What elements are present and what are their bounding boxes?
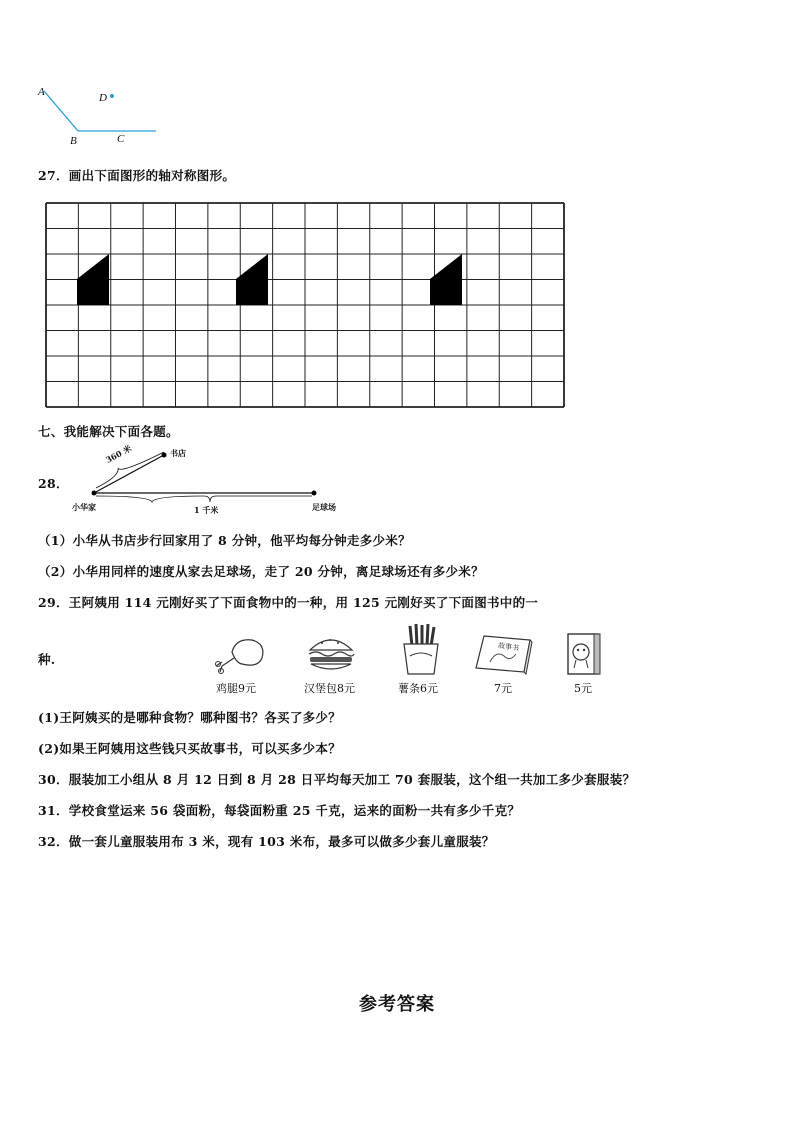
shape-1	[77, 254, 109, 305]
label-b: B	[70, 135, 77, 147]
drumstick-caption: 鸡腿9元	[216, 682, 256, 695]
symmetry-grid[interactable]	[46, 203, 564, 407]
answers-title: 参考答案	[359, 994, 435, 1015]
label-a: A	[38, 86, 45, 98]
storybook-caption: 7元	[494, 682, 512, 695]
question-30: 30．服装加工小组从 8 月 12 日到 8 月 28 日平均每天加工 70 套服装，这个组一共加工多少套服装？	[38, 772, 636, 787]
distance-field: 1 千米	[194, 505, 219, 515]
question-29-line1: 29．王阿姨用 114 元刚好买了下面食物中的一种，用 125 元刚好买了下面图书中的一	[38, 595, 539, 610]
ray-ba	[44, 91, 78, 131]
question-28-part2: （2）小华用同样的速度从家去足球场，走了 20 分钟，离足球场还有多少米？	[38, 564, 484, 579]
label-c: C	[117, 133, 125, 145]
question-27: 27．画出下面图形的轴对称图形。	[38, 168, 236, 183]
fries-icon	[398, 622, 444, 676]
storybook-cover-text: 故事书	[497, 641, 520, 653]
distance-bookstore: 360 米	[104, 443, 133, 465]
fries-caption: 薯条6元	[398, 682, 438, 695]
point-d	[110, 94, 114, 98]
hamburger-caption: 汉堡包8元	[304, 682, 355, 695]
home-point	[92, 491, 97, 496]
question-31: 31．学校食堂运来 56 袋面粉，每袋面粉重 25 千克，运来的面粉一共有多少千克？	[38, 803, 521, 818]
field-label: 足球场	[312, 502, 336, 512]
hamburger-icon	[306, 632, 356, 674]
question-29-part1: (1)王阿姨买的是哪种食物？哪种图书？各买了多少？	[38, 710, 342, 725]
storybook-icon	[474, 632, 534, 676]
home-label: 小华家	[72, 502, 96, 512]
picturebook-caption: 5元	[574, 682, 592, 695]
shape-2	[236, 254, 268, 305]
field-point	[312, 491, 317, 496]
bookstore-label: 书店	[170, 448, 186, 458]
section-heading: 七、我能解决下面各题。	[38, 424, 179, 439]
picturebook-icon	[564, 632, 604, 678]
question-29-part2: (2)如果王阿姨用这些钱只买故事书，可以买多少本？	[38, 741, 342, 756]
bookstore-point	[162, 453, 167, 458]
question-29-line2: 种.	[38, 652, 56, 667]
angle-figure	[30, 80, 170, 150]
drumstick-icon	[212, 630, 268, 674]
question-28-number: 28．	[38, 476, 69, 491]
label-d: D	[99, 92, 107, 104]
question-32: 32．做一套儿童服装用布 3 米，现有 103 米布，最多可以做多少套儿童服装？	[38, 834, 495, 849]
question-28-part1: （1）小华从书店步行回家用了 8 分钟，他平均每分钟走多少米？	[38, 533, 411, 548]
